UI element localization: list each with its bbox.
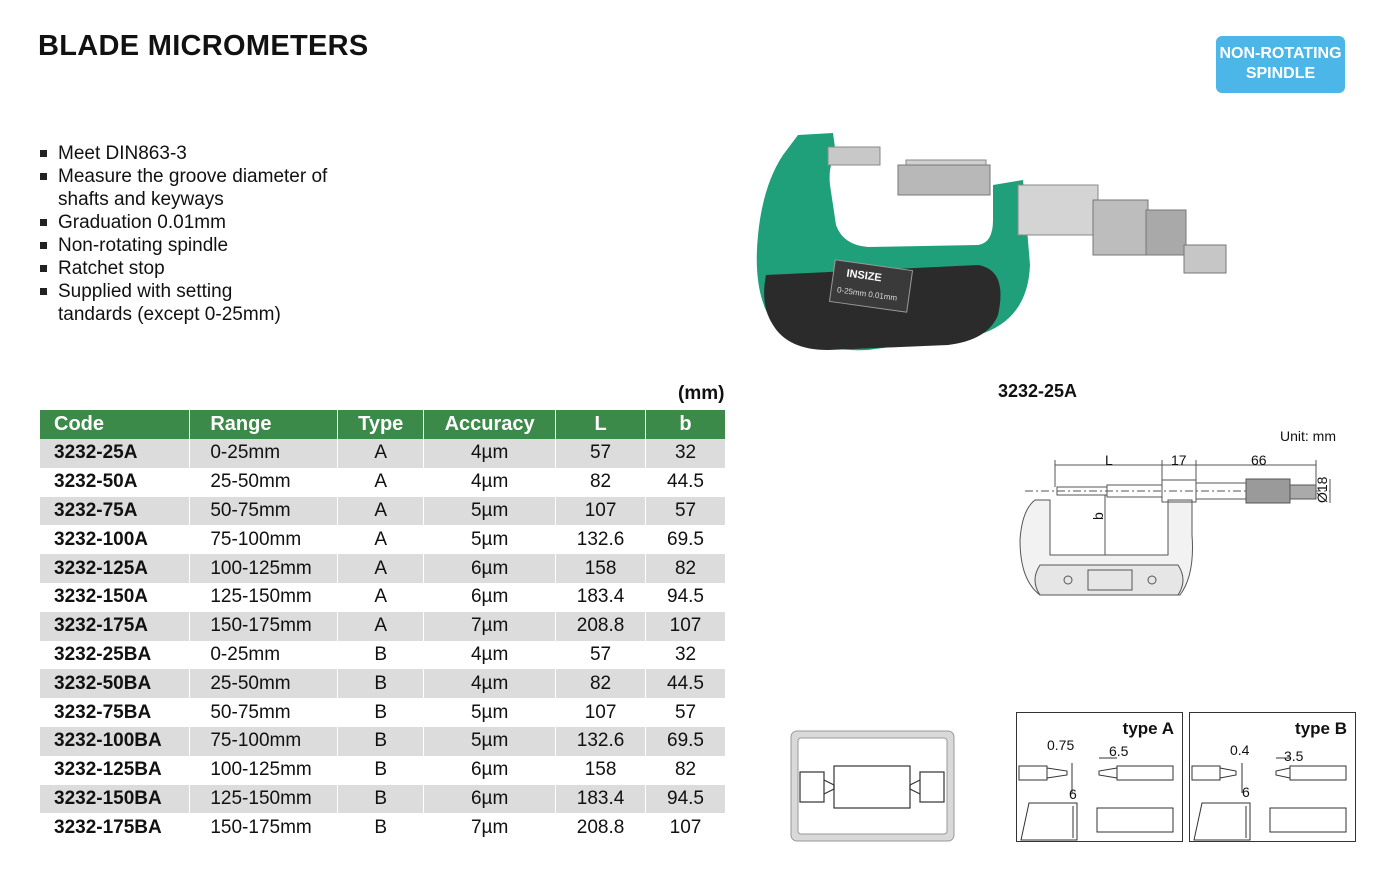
- table-row: [40, 525, 726, 554]
- col-range: Range: [190, 410, 338, 439]
- cell-type: A: [338, 583, 424, 612]
- cell-accuracy: 4µm: [424, 439, 556, 468]
- type-a-d3: 6: [1069, 786, 1077, 802]
- cell-range: 50-75mm: [190, 497, 338, 526]
- cell-l: 82: [556, 669, 646, 698]
- cell-accuracy: 5µm: [424, 525, 556, 554]
- bullet-icon: [40, 265, 47, 272]
- cell-range: 75-100mm: [190, 727, 338, 756]
- cell-range: 50-75mm: [190, 698, 338, 727]
- cell-b: 69.5: [646, 525, 726, 554]
- cell-code: 3232-50A: [40, 468, 190, 497]
- photo-brand: INSIZE: [845, 267, 883, 285]
- cell-b: 107: [646, 612, 726, 641]
- cell-b: 94.5: [646, 583, 726, 612]
- spec-table: [40, 410, 726, 842]
- cell-l: 183.4: [556, 583, 646, 612]
- bullet-icon: [40, 150, 47, 157]
- table-row: [40, 583, 726, 612]
- cell-accuracy: 7µm: [424, 813, 556, 842]
- cell-accuracy: 4µm: [424, 641, 556, 670]
- type-b-drawing: [1190, 713, 1357, 843]
- cell-accuracy: 6µm: [424, 583, 556, 612]
- badge-text: NON-ROTATING SPINDLE: [1219, 45, 1342, 82]
- table-row: [40, 669, 726, 698]
- table-row: [40, 468, 726, 497]
- cell-code: 3232-75BA: [40, 698, 190, 727]
- cell-range: 75-100mm: [190, 525, 338, 554]
- cell-b: 82: [646, 756, 726, 785]
- dim-l-label: L: [1105, 452, 1113, 468]
- cell-accuracy: 5µm: [424, 727, 556, 756]
- table-row: [40, 785, 726, 814]
- cell-accuracy: 6µm: [424, 756, 556, 785]
- cell-range: 0-25mm: [190, 641, 338, 670]
- photo-range: 0-25mm 0.01mm: [836, 285, 898, 303]
- cell-l: 57: [556, 641, 646, 670]
- cell-code: 3232-125BA: [40, 756, 190, 785]
- cell-l: 132.6: [556, 525, 646, 554]
- dimension-drawing: [1000, 445, 1345, 620]
- cell-code: 3232-50BA: [40, 669, 190, 698]
- cell-range: 150-175mm: [190, 612, 338, 641]
- photo-caption: 3232-25A: [998, 381, 1078, 401]
- cell-l: 183.4: [556, 785, 646, 814]
- type-b-d3: 6: [1242, 784, 1250, 800]
- cell-accuracy: 4µm: [424, 468, 556, 497]
- cell-type: B: [338, 641, 424, 670]
- type-a-drawing: [1017, 713, 1184, 843]
- table-row: [40, 554, 726, 583]
- cell-code: 3232-150A: [40, 583, 190, 612]
- table-row: [40, 813, 726, 842]
- feature-item: Non-rotating spindle: [38, 234, 338, 257]
- bullet-icon: [40, 242, 47, 249]
- cell-type: B: [338, 727, 424, 756]
- cell-b: 44.5: [646, 669, 726, 698]
- cell-code: 3232-25BA: [40, 641, 190, 670]
- table-row: [40, 612, 726, 641]
- cell-b: 57: [646, 497, 726, 526]
- col-b: b: [646, 410, 726, 439]
- col-type: Type: [338, 410, 424, 439]
- cell-code: 3232-175A: [40, 612, 190, 641]
- cell-accuracy: 5µm: [424, 497, 556, 526]
- col-accuracy: Accuracy: [424, 410, 556, 439]
- cell-type: A: [338, 612, 424, 641]
- bullet-icon: [40, 219, 47, 226]
- type-a-d1: 0.75: [1047, 737, 1075, 753]
- col-l: L: [556, 410, 646, 439]
- cell-b: 82: [646, 554, 726, 583]
- table-row: [40, 439, 726, 468]
- bullet-icon: [40, 288, 47, 295]
- cell-accuracy: 7µm: [424, 612, 556, 641]
- cell-l: 158: [556, 756, 646, 785]
- cell-b: 107: [646, 813, 726, 842]
- cell-range: 0-25mm: [190, 439, 338, 468]
- cell-type: B: [338, 785, 424, 814]
- micrometer-photo: [748, 125, 1268, 360]
- cell-accuracy: 5µm: [424, 698, 556, 727]
- cell-l: 107: [556, 698, 646, 727]
- cell-b: 57: [646, 698, 726, 727]
- table-row: [40, 497, 726, 526]
- dim-17-label: 17: [1171, 452, 1187, 468]
- cell-code: 3232-25A: [40, 439, 190, 468]
- table-row: [40, 756, 726, 785]
- non-rotating-spindle-badge: [1216, 36, 1345, 93]
- cell-type: B: [338, 669, 424, 698]
- table-row: [40, 727, 726, 756]
- type-a-d2: 6.5: [1109, 743, 1129, 759]
- table-row: [40, 641, 726, 670]
- cell-range: 25-50mm: [190, 669, 338, 698]
- feature-item: Graduation 0.01mm: [38, 211, 338, 234]
- cell-type: A: [338, 554, 424, 583]
- cell-type: B: [338, 698, 424, 727]
- cell-code: 3232-100A: [40, 525, 190, 554]
- cell-b: 44.5: [646, 468, 726, 497]
- cell-code: 3232-75A: [40, 497, 190, 526]
- type-b-diagram: [1189, 712, 1356, 842]
- cell-accuracy: 4µm: [424, 669, 556, 698]
- cell-code: 3232-125A: [40, 554, 190, 583]
- cell-range: 125-150mm: [190, 583, 338, 612]
- type-b-d1: 0.4: [1230, 742, 1250, 758]
- cell-type: B: [338, 756, 424, 785]
- cell-code: 3232-100BA: [40, 727, 190, 756]
- type-a-title: type A: [1122, 719, 1174, 738]
- cell-l: 57: [556, 439, 646, 468]
- dim-b-label: b: [1090, 512, 1106, 520]
- cell-l: 208.8: [556, 612, 646, 641]
- feature-item: Measure the groove diameter of shafts and keyways: [38, 165, 338, 211]
- table-unit: (mm): [678, 383, 725, 404]
- col-code: Code: [40, 410, 190, 439]
- cell-accuracy: 6µm: [424, 554, 556, 583]
- cell-range: 125-150mm: [190, 785, 338, 814]
- feature-item: Meet DIN863-3: [38, 142, 338, 165]
- cell-type: A: [338, 497, 424, 526]
- page-title: BLADE MICROMETERS: [38, 30, 369, 62]
- feature-item: Supplied with setting tandards (except 0-25mm): [38, 280, 298, 326]
- table-row: [40, 698, 726, 727]
- cell-code: 3232-175BA: [40, 813, 190, 842]
- cell-type: A: [338, 525, 424, 554]
- feature-item: Ratchet stop: [38, 257, 338, 280]
- type-b-title: type B: [1295, 719, 1347, 738]
- bullet-icon: [40, 173, 47, 180]
- cell-b: 94.5: [646, 785, 726, 814]
- cell-l: 158: [556, 554, 646, 583]
- cell-b: 32: [646, 641, 726, 670]
- cell-l: 208.8: [556, 813, 646, 842]
- type-a-diagram: [1016, 712, 1183, 842]
- table-header-row: [40, 410, 726, 439]
- feature-list: [38, 142, 338, 326]
- cell-type: B: [338, 813, 424, 842]
- dim-66-label: 66: [1251, 452, 1267, 468]
- cell-l: 132.6: [556, 727, 646, 756]
- cell-type: A: [338, 468, 424, 497]
- cell-range: 150-175mm: [190, 813, 338, 842]
- table-body: [40, 439, 726, 842]
- cell-range: 100-125mm: [190, 554, 338, 583]
- cell-l: 107: [556, 497, 646, 526]
- cell-l: 82: [556, 468, 646, 497]
- cell-accuracy: 6µm: [424, 785, 556, 814]
- cell-type: A: [338, 439, 424, 468]
- cell-range: 100-125mm: [190, 756, 338, 785]
- cell-code: 3232-150BA: [40, 785, 190, 814]
- cell-b: 69.5: [646, 727, 726, 756]
- type-b-d2: 3.5: [1284, 748, 1304, 764]
- blade-cross-section: [790, 730, 955, 842]
- unit-note: Unit: mm: [1280, 428, 1336, 444]
- cell-b: 32: [646, 439, 726, 468]
- dim-18-label: Ø18: [1314, 476, 1330, 503]
- cell-range: 25-50mm: [190, 468, 338, 497]
